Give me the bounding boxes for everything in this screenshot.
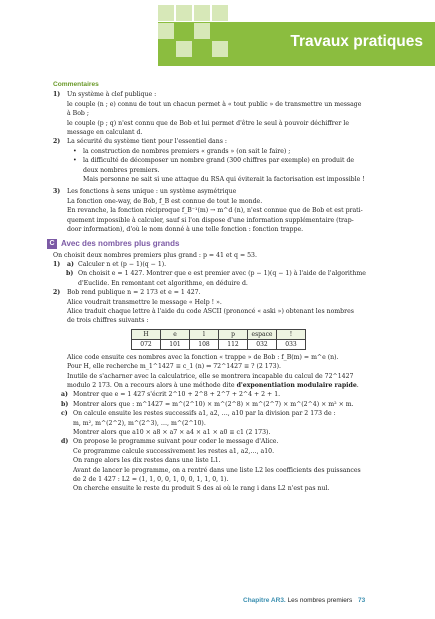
text-line: Montrer alors que a10 × a8 × a7 × a4 × a1 × a0 ≡ c1 (2 173). [73, 429, 271, 436]
after-table [53, 353, 415, 391]
bullet-icon: • [73, 157, 77, 165]
decorative-squares [158, 5, 242, 67]
text-line: de trois chiffres suivants : [67, 317, 149, 325]
comment-1 [53, 90, 415, 137]
page-number: 73 [358, 597, 366, 604]
text-line: la difficulté de décomposer un nombre grand (300 chiffres par exemple) en produit de [83, 157, 355, 165]
text-line: On choisit deux nombres premiers plus grand : p = 41 et q = 53. [53, 251, 257, 259]
comment-2 [53, 137, 415, 146]
text-line: le couple (n ; e) connu de tout un chacun permet à « tout public » de transmettre un message [67, 100, 362, 108]
text-line: deux nombres premiers. [83, 166, 160, 174]
text-line: Les fonctions à sens unique : un système asymétrique [67, 188, 237, 196]
text-line: On choisit e = 1 427. Montrer que e est premier avec (p − 1)(q − 1) à l'aide de l'algorithme [78, 270, 366, 278]
sub-questions [53, 390, 415, 493]
text-line: la construction de nombres premiers « grands » (on sait le faire) ; [83, 147, 291, 155]
text-line: Montrer que e = 1 427 s'écrit 2^10 + 2^8 + 2^7 + 2^4 + 2 + 1. [73, 391, 281, 399]
table-head-cell: l [190, 329, 219, 339]
text-line: door information), d'où le nom donné à une telle fonction : fonction trappe. [67, 226, 304, 234]
table-cell: 032 [248, 339, 277, 349]
page-content [49, 80, 415, 494]
sub-number: d) [61, 438, 69, 446]
item-number: 1) [53, 260, 61, 268]
text-line: Pour H, elle recherche m_1^1427 ≡ c_1 (n) ⇔ 72^1427 ≡ ? (2 173). [67, 363, 281, 371]
text-line: modulo 2 173. On a recours alors à une méthode dite [67, 381, 237, 389]
table-head-cell: e [161, 329, 190, 339]
text-line: Avant de lancer le programme, on a rentré dans une liste L2 les coefficients des puissances [73, 466, 361, 474]
table-cell: 072 [132, 339, 161, 349]
text-line: Ce programme calcule successivement les restes a1, a2,…, a10. [73, 447, 275, 455]
text-line: à Bob ; [67, 110, 89, 118]
section-letter: C [47, 239, 57, 249]
text-line: On range alors les dix restes dans une liste L1. [73, 457, 221, 465]
commentaires-heading: Commentaires [53, 81, 99, 88]
sub-number: c) [61, 410, 68, 418]
text-line: La fonction one-way, de Bob, f_B est connue de tout le monde. [67, 197, 263, 205]
table-head-cell: espace [248, 329, 277, 339]
table-cell: 101 [161, 339, 190, 349]
text-line: On propose le programme suivant pour coder le message d'Alice. [73, 438, 279, 446]
text-line: . [356, 381, 359, 389]
comment-2-bullets [53, 147, 415, 185]
text-line: On calcule ensuite les restes successifs a1, a2, …, a10 par la division par 2 173 de : [73, 410, 336, 418]
section-title: Avec des nombres plus grands [61, 238, 180, 248]
text-line: Inutile de s'acharner avec la calculatrice, elle se montrera incapable du calcul de 72^1427 [67, 372, 354, 380]
item-number: 3) [53, 188, 61, 196]
text-line: Calculer n et (p − 1)(q − 1). [78, 260, 167, 268]
text-line: En revanche, la fonction réciproque f_B⁻¹(m) → m^d (n), n'est connue que de Bob et est prati- [67, 207, 363, 215]
item-number: 1) [53, 91, 61, 99]
page-title: Travaux pratiques [290, 33, 423, 50]
text-line: le couple (p ; q) n'est connu que de Bob et lui permet d'être le seul à pouvoir déchiffrer le [67, 119, 349, 127]
item-number: 2) [53, 289, 61, 297]
ascii-table [131, 329, 306, 350]
text-line: Un système à clef publique : [67, 91, 157, 99]
item-number: 2) [53, 138, 61, 146]
sub-number: b) [66, 270, 74, 278]
text-line: Montrer alors que : m^1427 = m^(2^10) × m^(2^8) × m^(2^7) × m^(2^4) × m² × m. [73, 400, 354, 408]
table-cell: 112 [219, 339, 248, 349]
text-line: message en calculant d. [67, 129, 143, 137]
text-line: On cherche ensuite le reste du produit S des ai où le rang i dans L2 n'est pas nul. [73, 485, 330, 493]
text-line: m, m², m^(2^2), m^(2^3), …, m^(2^10). [73, 419, 206, 427]
text-line: de 2 de 1 427 : L2 = (1, 1, 0, 0, 1, 0, 0, 1, 1, 0, 1). [73, 476, 229, 484]
question-1 [53, 260, 415, 269]
section-c-heading [47, 239, 415, 249]
table-head-cell: p [219, 329, 248, 339]
footer-title: Les nombres premiers [287, 597, 353, 604]
table-cell: 108 [190, 339, 219, 349]
sub-number: b) [61, 400, 69, 408]
footer-chapter: Chapitre AR3. [243, 597, 286, 604]
table-head-cell: H [132, 329, 161, 339]
bold-term: d'exponentiation modulaire rapide [236, 381, 357, 389]
sub-number: a) [67, 260, 74, 268]
text-line: quement impossible à calculer, sauf si l'on dispose d'une information supplémentaire (trap- [67, 216, 354, 224]
comment-3 [53, 187, 415, 234]
text-line: d'Euclide. En remontant cet algorithme, en déduire d. [78, 279, 248, 287]
text-line: La sécurité du système tient pour l'essentiel dans : [67, 138, 227, 146]
bullet-icon: • [73, 147, 77, 155]
text-line: Alice traduit chaque lettre à l'aide du code ASCII (prononcé « aski ») obtenant les nombres [67, 307, 354, 315]
text-line: Alice voudrait transmettre le message « Help ! ». [67, 298, 222, 306]
text-line: Alice code ensuite ces nombres avec la fonction « trappe » de Bob : f_B(m) = m^e (n). [67, 353, 339, 361]
page-footer [243, 597, 365, 604]
text-line: Bob rend publique n = 2 173 et e = 1 427. [67, 289, 201, 297]
table-cell: 033 [277, 339, 306, 349]
question-2 [53, 288, 415, 326]
table-head-cell: ! [277, 329, 306, 339]
text-line: Mais personne ne sait si une attaque du RSA qui éviterait la factorisation est impossible ! [83, 176, 365, 184]
question-1b [53, 269, 415, 288]
sub-number: a) [61, 391, 68, 399]
